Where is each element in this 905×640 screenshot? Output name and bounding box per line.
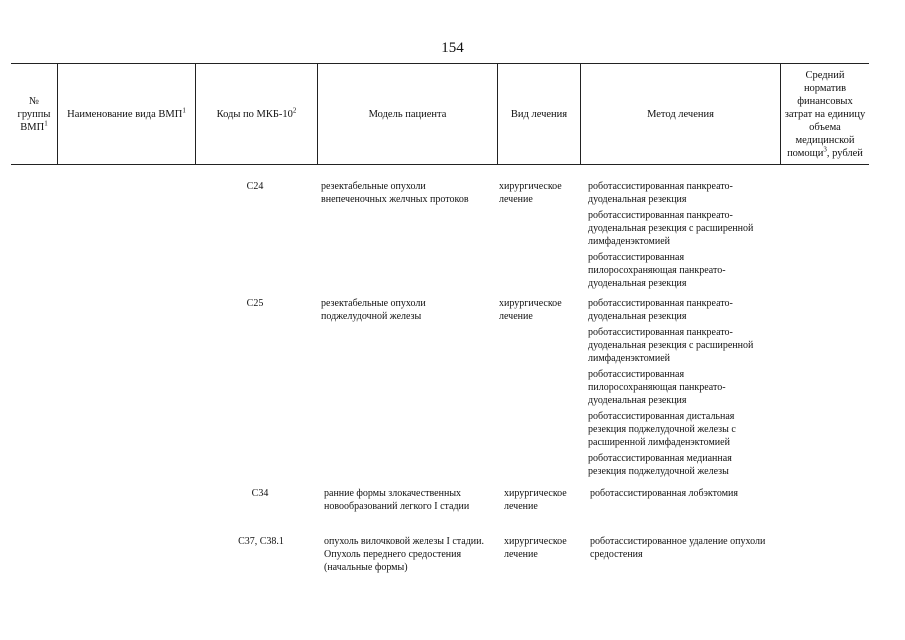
icd-code: C24 (246, 181, 264, 192)
patient-model: резектабельные опухоли поджелудочной железы (321, 298, 426, 322)
method-item: роботассистированная пилоросохраняющая панкреато- дуоденальная резекция (588, 369, 726, 406)
method-item: роботассистированная пилоросохраняющая панкреато- дуоденальная резекция (588, 252, 726, 289)
header-group-no (11, 64, 58, 164)
header-group-no-line: ВМП$^1$ (20, 119, 48, 133)
treatment-type: хирургическое лечение (499, 181, 562, 205)
method-item: роботассистированная лобэктомия (590, 488, 738, 499)
header-icd-codes: Коды по МКБ-$10^2$ (196, 64, 318, 164)
header-cost-norm: Средний норматив финансовых затрат на единицу объема медицинской помощи$^3$, рублей (784, 69, 866, 159)
treatment-methods (590, 487, 790, 503)
treatment-type: хирургическое лечение (504, 488, 567, 512)
icd-code: C34 (251, 488, 269, 499)
method-item: роботассистированная панкреато- дуоденальная резекция (588, 181, 733, 205)
method-item: роботассистированная панкреато- дуоденальная резекция с расширенной лимфаденэктомией (588, 210, 754, 247)
treatment-methods (588, 297, 778, 481)
header-name-vmp: Наименование вида ВМП$^1$ (58, 64, 196, 164)
header-treatment-type: Вид лечения (498, 64, 581, 164)
method-item: роботассистированная панкреато- дуоденальная резекция (588, 298, 733, 322)
table-header (11, 63, 869, 165)
treatment-type: хирургическое лечение (499, 298, 562, 322)
patient-model: резектабельные опухоли внепеченочных желчных протоков (321, 181, 469, 205)
icd-code: C37, C38.1 (238, 536, 284, 547)
header-patient-model: Модель пациента (318, 64, 498, 164)
method-item: роботассистированное удаление опухоли средостения (590, 536, 766, 560)
method-item: роботассистированная панкреато- дуоденальная резекция с расширенной лимфаденэктомией (588, 327, 754, 364)
method-item: роботассистированная медианная резекция поджелудочной железы (588, 453, 732, 477)
treatment-methods (588, 180, 778, 293)
method-item: роботассистированная дистальная резекция поджелудочной железы с расширенной лимфаденэктомией (588, 411, 736, 448)
treatment-type: хирургическое лечение (504, 536, 567, 560)
header-group-no-line: № (28, 95, 40, 107)
patient-model: ранние формы злокачественных новообразований легкого I стадии (324, 488, 470, 512)
patient-model: опухоль вилочковой железы I стадии. Опухоль переднего средостения (начальные формы) (324, 536, 485, 573)
header-treatment-method: Метод лечения (581, 64, 781, 164)
header-group-no-line: группы (17, 108, 51, 120)
treatment-methods (590, 535, 795, 564)
icd-code: C25 (246, 298, 264, 309)
page-number: 154 (441, 40, 464, 56)
